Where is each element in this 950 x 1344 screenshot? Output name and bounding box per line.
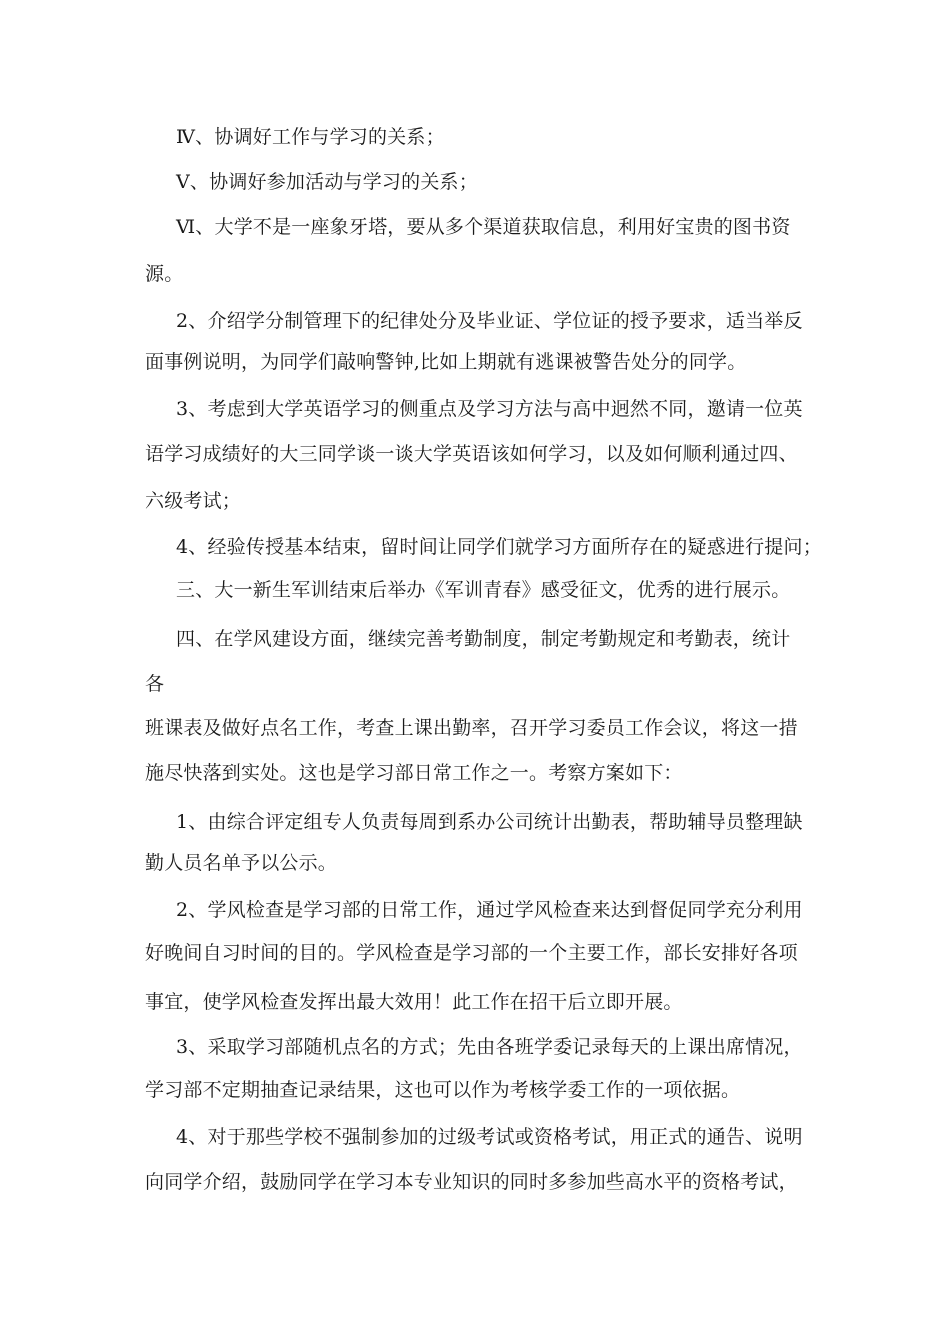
text-line: 事宜，使学风检查发挥出最大效用！此工作在招干后立即开展。 (145, 991, 683, 1013)
text-line: 班课表及做好点名工作，考查上课出勤率，召开学习委员工作会议，将这一措 (145, 717, 798, 739)
text-line: 面事例说明，为同学们敲响警钟,比如上期就有逃课被警告处分的同学。 (145, 351, 747, 373)
text-line: 2、学风检查是学习部的日常工作，通过学风检查来达到督促同学充分利用 (176, 899, 803, 921)
text-line: Ⅳ、协调好工作与学习的关系； (176, 126, 445, 148)
text-line: 3、采取学习部随机点名的方式；先由各班学委记录每天的上课出席情况， (176, 1036, 803, 1058)
text-line: 三、大一新生军训结束后举办《军训青春》感受征文，优秀的进行展示。 (176, 579, 791, 601)
text-line: 1、由综合评定组专人负责每周到系办公司统计出勤表，帮助辅导员整理缺 (176, 811, 803, 833)
text-line: 源。 (145, 263, 184, 285)
text-line: 语学习成绩好的大三同学谈一谈大学英语该如何学习，以及如何顺利通过四、 (145, 443, 798, 465)
text-line: 3、考虑到大学英语学习的侧重点及学习方法与高中迥然不同，邀请一位英 (176, 398, 803, 420)
text-line: 施尽快落到实处。这也是学习部日常工作之一。考察方案如下： (145, 762, 683, 784)
text-line: 学习部不定期抽查记录结果，这也可以作为考核学委工作的一项依据。 (145, 1079, 741, 1101)
text-line: 四、在学风建设方面，继续完善考勤制度，制定考勤规定和考勤表，统计 (176, 628, 791, 650)
text-line: 各 (145, 673, 165, 695)
text-line: 2、介绍学分制管理下的纪律处分及毕业证、学位证的授予要求，适当举反 (176, 310, 803, 332)
text-line: 4、对于那些学校不强制参加的过级考试或资格考试，用正式的通告、说明 (176, 1126, 803, 1148)
text-line: 好晚间自习时间的目的。学风检查是学习部的一个主要工作，部长安排好各项 (145, 942, 798, 964)
text-line: 六级考试； (145, 490, 242, 512)
text-line: 4、经验传授基本结束，留时间让同学们就学习方面所存在的疑惑进行提问； (176, 536, 822, 558)
text-line: 向同学介绍，鼓励同学在学习本专业知识的同时多参加些高水平的资格考试， (145, 1171, 798, 1193)
text-line: Ⅴ、协调好参加活动与学习的关系； (176, 171, 478, 193)
text-line: Ⅵ、大学不是一座象牙塔，要从多个渠道获取信息，利用好宝贵的图书资 (176, 216, 791, 238)
text-line: 勤人员名单予以公示。 (145, 852, 338, 874)
